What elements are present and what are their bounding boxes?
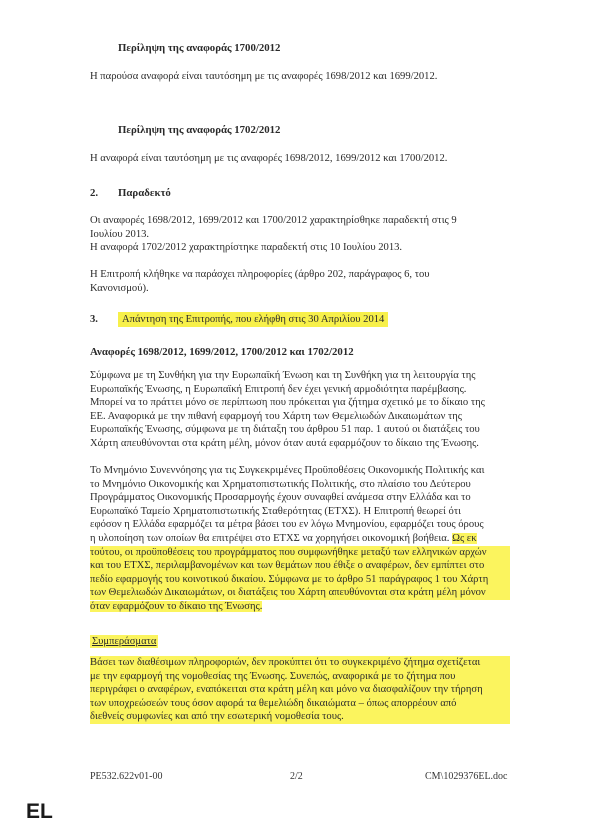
paragraph-line: εφόσον η Ελλάδα εφαρμόζει τα μέτρα βάσει του εν λόγω Μνημονίου, εφαρμόζει τους όρους <box>90 519 484 531</box>
section-3-number: 3. <box>90 314 98 325</box>
paragraph-line: με την εφαρμογή της νομοθεσίας της Ένωσης. Συνεπώς, αναφορικά με το ζήτημα που <box>90 670 456 682</box>
paragraph-line: Το Μνημόνιο Συνεννόησης για τις Συγκεκριμένες Προϋποθέσεις Οικονομικής Πολιτικής και <box>90 465 485 476</box>
paragraph-line: Σύμφωνα με τη Συνθήκη για την Ευρωπαϊκή Ένωση και τη Συνθήκη για τη λειτουργία της <box>90 370 476 381</box>
highlighted-line: και του ΕΤΧΣ, περιλαμβανομένων και των θεμάτων που έθιξε ο αναφέρων, δεν εμπίπτει στο <box>90 559 510 573</box>
highlighted-line: τούτου, οι προϋποθέσεις του προγράμματος που συμφωνήθηκε μεταξύ των ελληνικών αρχών <box>90 546 510 560</box>
paragraph-line <box>90 532 510 546</box>
summary-1700-heading: Περίληψη της αναφοράς 1700/2012 <box>118 42 281 54</box>
section-3-heading <box>90 313 510 327</box>
info-request-line: Η Επιτροπή κλήθηκε να παράσχει πληροφορίες (άρθρο 202, παράγραφος 6, του <box>90 269 430 280</box>
competence-paragraph <box>90 369 510 451</box>
summary-1700-text: Η παρούσα αναφορά είναι ταυτόσημη με τις αναφορές 1698/2012 και 1699/2012. <box>90 71 438 82</box>
highlighted-text: όταν εφαρμόζουν το δίκαιο της Ένωσης. <box>90 600 263 612</box>
paragraph-line: περιγράφει ο αναφέρων, εναπόκειται στα κράτη μέλη και μόνο να διασφαλίζουν την τήρηση <box>90 684 483 696</box>
admissibility-line: Οι αναφορές 1698/2012, 1699/2012 και 1700/2012 χαρακτηρίσθηκε παραδεκτή στις 9 <box>90 215 457 226</box>
petitions-subheading: Αναφορές 1698/2012, 1699/2012, 1700/2012 και 1702/2012 <box>90 346 354 358</box>
admissibility-line: Ιουλίου 2013. <box>90 228 150 240</box>
paragraph-line <box>90 600 510 614</box>
paragraph-line: Χάρτη απευθύνονται στα κράτη μέλη, μόνον όταν αυτά εφαρμόζουν το δίκαιο της Ένωσης. <box>90 437 479 449</box>
paragraph-line: Ευρωπαϊκής Ένωσης, η Ευρωπαϊκή Επιτροπή δεν έχει γενική αρμοδιότητα παρέμβασης. <box>90 383 467 395</box>
section-3-title: Απάντηση της Επιτροπής, που ελήφθη στις 30 Απριλίου 2014 <box>118 312 388 327</box>
info-request-line: Κανονισμού). <box>90 282 149 294</box>
information-request-paragraph <box>90 268 510 295</box>
memorandum-paragraph <box>90 464 510 614</box>
section-2-title: Παραδεκτό <box>118 187 171 199</box>
footer-file-name: CM\1029376EL.doc <box>425 771 508 782</box>
highlighted-text: Ως εκ <box>452 532 477 544</box>
highlighted-line: πεδίο εφαρμογής του κοινοτικού δικαίου. Σύμφωνα με το άρθρο 51 παράγραφος 1 του Χάρτη <box>90 573 510 587</box>
summary-1702-heading: Περίληψη της αναφοράς 1702/2012 <box>118 124 281 136</box>
language-code: EL <box>26 800 53 823</box>
conclusions-heading <box>90 635 158 649</box>
paragraph-line: Βάσει των διαθέσιμων πληροφοριών, δεν προκύπτει ότι το συγκεκριμένο ζήτημα σχετίζεται <box>90 657 481 668</box>
footer-page-number: 2/2 <box>290 771 303 782</box>
conclusions-paragraph <box>90 656 510 724</box>
paragraph-line: Ευρωπαϊκής Ένωσης, σύμφωνα με τη διάταξη του άρθρου 51 παρ. 1 αυτού οι διατάξεις του <box>90 424 480 436</box>
admissibility-line: Η αναφορά 1702/2012 χαρακτηρίστηκε παραδεκτή στις 10 Ιουλίου 2013. <box>90 242 403 254</box>
paragraph-line: διεθνείς συμφωνίες και από την εσωτερική νομοθεσία τους. <box>90 711 344 723</box>
section-2-number: 2. <box>90 187 99 199</box>
paragraph-line-text: η υλοποίηση των οποίων θα επιτρέψει στο ΕΤΧΣ να χορηγήσει οικονομική βοήθεια. <box>90 532 450 544</box>
paragraph-line: των υποχρεώσεών τους όσον αφορά τα θεμελιώδη δικαιώματα – όπως απορρέουν από <box>90 697 457 709</box>
conclusions-title: Συμπεράσματα <box>92 636 157 647</box>
highlighted-line: των Θεμελιωδών Δικαιωμάτων, οι διατάξεις του Χάρτη απευθύνονται στα κράτη μέλη μόνον <box>90 586 510 600</box>
admissibility-paragraph <box>90 214 510 255</box>
section-2-heading <box>90 187 171 201</box>
paragraph-line: Προγράμματος Οικονομικής Προσαρμογής έχουν συναφθεί ανάμεσα στην Ελλάδα και το <box>90 492 471 504</box>
footer-doc-reference: PE532.622v01-00 <box>90 771 163 782</box>
paragraph-line: Ευρωπαϊκό Ταμείο Χρηματοπιστωτικής Σταθερότητας (ΕΤΧΣ). Η Επιτροπή θεωρεί ότι <box>90 505 461 517</box>
paragraph-line: ΕΕ. Αναφορικά με την πιθανή εφαρμογή του Χάρτη των Θεμελιωδών Δικαιωμάτων της <box>90 410 463 422</box>
paragraph-line: Μπορεί να το πράττει μόνο σε περίπτωση που πρόκειται για ζήτημα σχετικό με το δίκαιο της <box>90 397 485 409</box>
summary-1702-text: Η αναφορά είναι ταυτόσημη με τις αναφορές 1698/2012, 1699/2012 και 1700/2012. <box>90 153 448 164</box>
paragraph-line: το Μνημόνιο Οικονομικής και Χρηματοπιστωτικής Πολιτικής, στο πλαίσιο του Δεύτερου <box>90 478 471 490</box>
